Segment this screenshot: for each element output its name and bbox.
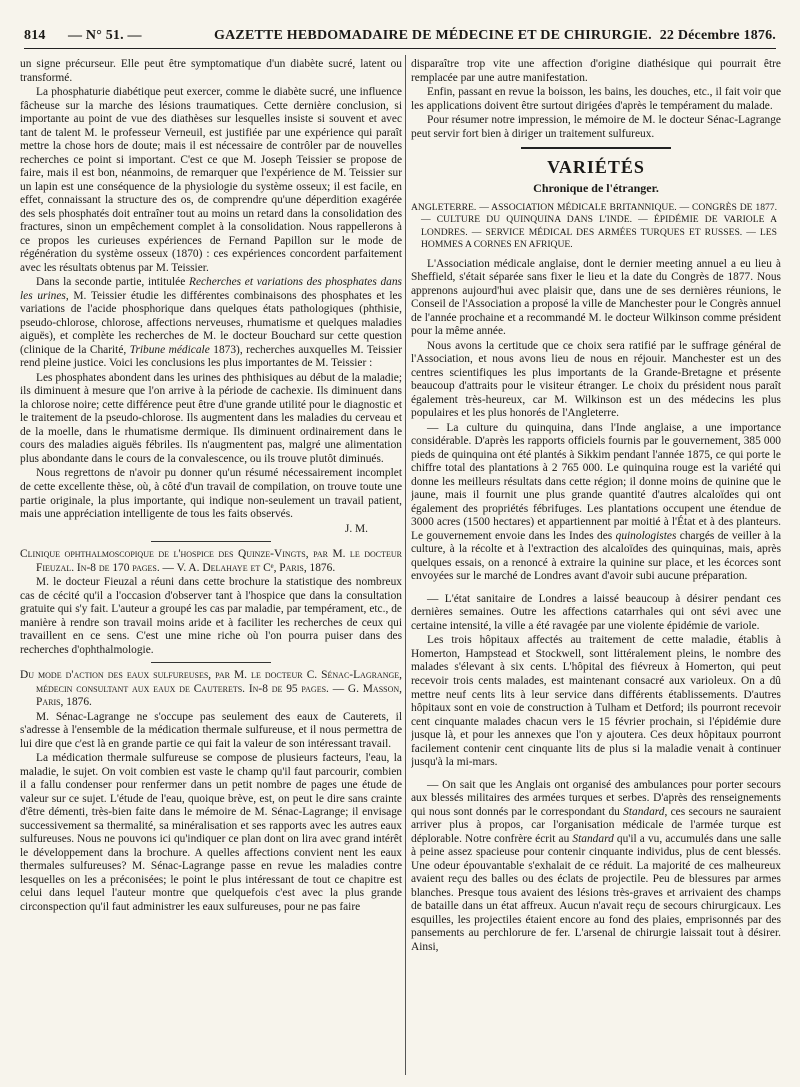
review-heading: Du mode d'action des eaux sulfureuses, par M. le docteur C. Sénac-Lagrange, médecin consultant aux eaux de Cauterets. In-8 de 95 pages. — G. Masson, Paris, 1876.	[20, 669, 402, 709]
issue-date: 22 Décembre 1876.	[659, 28, 776, 43]
separator-rule	[151, 662, 271, 663]
header-rule	[24, 48, 776, 49]
paragraph: Pour résumer notre impression, le mémoire de M. le docteur Sénac-Lagrange peut servir fort bien à diriger un traitement sulfureux.	[411, 114, 781, 140]
page-number: 814	[24, 28, 46, 43]
left-column	[20, 58, 402, 1074]
paragraph: M. Sénac-Lagrange ne s'occupe pas seulement des eaux de Cauterets, il s'adresse à l'ensemble de la médication thermale sulfureuse, et il nous permettra de lui dire que c'est là en grande partie ce qui fait la valeur de son intéressant travail.	[20, 710, 402, 750]
paragraph: Nous regrettons de n'avoir pu donner qu'un résumé nécessairement incomplet de cette excellente thèse, où, à côté d'un travail de compilation, on trouve toute une partie originale, la plus importante, qui indique non-seulement un travail patient, mais une appréciation intelligente de tous les faits observés.	[20, 467, 402, 521]
paragraph: Nous avons la certitude que ce choix sera ratifié par le suffrage général de l'Association, et nous avons lieu de nous en réjouir. Manchester est un des centres scientifiques les plus importants de la Grande-Bretagne et présente beaucoup d'attraits pour le visiteur étranger. Le choix du président nous paraît également très-heureux, car M. Wilkinson est un des médecins les plus populaires et les plus honorés de l'Angleterre.	[411, 339, 781, 420]
issue-number: — N° 51. —	[68, 28, 142, 43]
paragraph: — On sait que les Anglais ont organisé des ambulances pour porter secours aux blessés militaires des armées turques et serbes. D'après des renseignements qui nous sont donnés par le correspondant du Standard, ces secours ne sauraient arriver plus à propos, car l'organisation médicale de l'armée turque est déplorable. Notre confrère écrit au Standard qu'il a vu, accumulés dans une salle à peine assez spacieuse pour contenir cinquante individus, plus de cent blessés. Une odeur épouvantable s'exhalait de ce réduit. La majorité de ces malheureux avaient reçu des balles ou des éclats de projectile. Peu de blessures par armes blanches. Presque tous avaient des lésions très-graves et arrivaient des champs de bataille dans un état affreux. Aucun n'avait reçu de secours chirurgicaux. Les esquilles, les projectiles étaient encore au fond des plaies, emprisonnés par des pansements au perchlorure de fer. L'arsenal de chirurgie laissait tout à désirer. Ainsi,	[411, 778, 781, 953]
paragraph: disparaître trop vite une affection d'origine diathésique qui pourrait être remplacée par une autre manifestation.	[411, 58, 781, 84]
paragraph: M. le docteur Fieuzal a réuni dans cette brochure la statistique des nombreux cas de cécité qu'il a l'occasion d'observer tant à l'hospice que dans la consultation gratuite qui s'y fait. L'auteur a groupé les cas par maladie, par tempérament, etc., de manière à rendre son travail moins aride et à faciliter les recherches de ceux qui travaillent en ce sens. C'est une mine riche où l'on pourra puiser dans des recherches d'ophthalmologie.	[20, 576, 402, 656]
separator-rule	[151, 541, 271, 542]
section-title: VARIÉTÉS	[547, 157, 645, 178]
signature: J. M.	[344, 522, 368, 535]
paragraph: un signe précurseur. Elle peut être symptomatique d'un diabète sucré, latent ou transformé.	[20, 58, 402, 84]
right-column	[411, 58, 781, 1074]
italic-title: Recherches et variations des phosphates dans les urines	[20, 276, 402, 302]
journal-title: GAZETTE HEBDOMADAIRE DE MÉDECINE ET DE CHIRURGIE.	[214, 28, 652, 43]
section-summary: ANGLETERRE. — ASSOCIATION MÉDICALE BRITANNIQUE. — CONGRÈS DE 1877. — CULTURE DU QUINQUINA DANS L'INDE. — ÉPIDÉMIE DE VARIOLE A LONDRES. — SERVICE MÉDICAL DES ARMÉES TURQUES ET RUSSES. — LES HOMMES A CORNES EN AFRIQUE.	[411, 201, 777, 251]
italic-term: quinologistes	[615, 529, 677, 542]
section-subtitle: Chronique de l'étranger.	[533, 181, 659, 196]
review-heading: Clinique ophthalmoscopique de l'hospice des Quinze-Vingts, par M. le docteur Fieuzal. In-8 de 170 pages. — V. A. Delahaye et Cᵉ, Paris, 1876.	[20, 548, 402, 574]
italic-journal: Tribune médicale	[129, 343, 210, 356]
paragraph: — L'état sanitaire de Londres a laissé beaucoup à désirer pendant ces dernières semaines. Outre les affections catarrhales qui ont sévi avec une certaine intensité, la ville a été ravagée par une violente épidémie de variole.	[411, 592, 781, 632]
paragraph: Les trois hôpitaux affectés au traitement de cette maladie, établis à Homerton, Hampstead et Stockwell, sont littéralement pleins, le nombre des malades s'élevant à six cents. L'hôpital des fiévreux à Homerton, qui peut recevoir trois cents malades, est maintenant consacré aux varioleux. On a dû mettre neuf cents lits à leur service dans différents établissements. D'autres hôpitaux sont en voie de construction à Tulham et Detford; ils pourront recevoir cent cinquante malades chacun vers le 15 février prochain, si l'épidémie dure jusque là, et pour les annexes que l'on y ajoutera. Ces deux hôpitaux pourront facilement contenir cent cinquante lits de plus si la maladie venait à continuer jusqu'à la mi-mars.	[411, 634, 781, 769]
italic-newspaper: Standard	[623, 805, 665, 818]
paragraph: L'Association médicale anglaise, dont le dernier meeting annuel a eu lieu à Sheffield, s'était séparée sans fixer le lieu et la date du Congrès de 1877. Nous apprenons aujourd'hui avec plaisir que, dans une de ses dernières réunions, le Conseil de l'Association a proposé la ville de Manchester pour le Congrès annuel de l'année prochaine et a recommandé M. le docteur Wilkinson comme président pour la même année.	[411, 257, 781, 338]
paragraph: — La culture du quinquina, dans l'Inde anglaise, a une importance considérable. D'après les rapports officiels fournis par le gouvernement, 385 000 pieds de quinquina ont été plantés à Sikkim pendant l'année 1875, ce qui porte le chiffre total des plantations à 2 765 000. Le quinquina rouge est la variété qui donne les meilleurs résultats dans cette région; il donne moins de quinine que le jaune, mais il fournit une plus grande quantité d'autres alcaloïdes qui ont également des propriétés fébrifuges. Les plantations occupent une étendue de 3000 acres (1500 hectares) et appartiennent par moitié à l'État et à des planteurs. Le gouvernement envoie dans les Indes des quinologistes chargés de veiller à la culture, à la récolte et à l'extraction des alcaloïdes des quinquinas, mais, après quelques essais, on a renoncé à extraire la quinine sur place, et les écorces sont envoyées sur le marché de Londres avant d'avoir subi aucune préparation.	[411, 421, 781, 583]
paragraph: Enfin, passant en revue la boisson, les bains, les douches, etc., il fait voir que les applications doivent être surtout dirigées d'après le tempérament du malade.	[411, 86, 781, 112]
column-divider	[405, 55, 406, 1075]
page-header	[24, 28, 776, 52]
paragraph: La médication thermale sulfureuse se compose de plusieurs facteurs, l'eau, la maladie, le sujet. On voit combien est vaste le champ qu'il faut parcourir, combien il a fallu condenser pour renfermer dans un petit nombre de pages une étude de valeur sur ce sujet. L'étude de l'eau, quoique brève, est, on peut le dire sans crainte d'être démenti, très-bien faite dans le mémoire de M. Sénac-Lagrange; il envisage successivement sa thermalité, sa minéralisation et ses rapports avec les autres eaux sulfureuses. Nous ne pouvons ici qu'indiquer ce plan dont on lira avec grand intérêt le développement dans la brochure. A quelles affections convient nent les eaux thermales sulfureuses? M. Sénac-Lagrange passe en revue les maladies contre lesquelles on les a préconisées; le point le plus intéressant de tout ce chapitre est celui dans lequel l'auteur montre que quelquefois c'est avec la plus grande circonspection qu'il faut administrer les eaux sulfureuses, pour ne pas faire	[20, 752, 402, 913]
spacer	[411, 771, 781, 779]
spacer	[411, 585, 781, 593]
paragraph: La phosphaturie diabétique peut exercer, comme le diabète sucré, une influence fâcheuse sur la marche des lésions traumatiques. Cette dernière conclusion, si importante au point de vue des diathèses sur lesquelles insiste si souvent et avec tant de talent M. le professeur Verneuil, est justifiée par une expérience qui paraît mettre la chose hors de doute; mais il est nécessaire de contrôler par de nouvelles recherches ce point si important. C'est ce que M. Joseph Teissier se propose de faire, mais il est bon, néanmoins, de remarquer que l'expérience de M. Teissier sur un lapin est une conséquence de la physiologie du système osseux; il est facile, en effet, connaissant la structure des os, de comprendre qu'une déperdition exagérée des sels phosphatés doit entraîner tout au moins un retard dans la consolidation des fractures, sinon un empêchement complet à la consolidation. Nous rappellerons à ce propos les curieuses expériences de Fernand Papillon sur le mode de régénération du système osseux (1870) : ces expériences concordent parfaitement avec les résultats obtenus par M. Teissier.	[20, 86, 402, 274]
italic-newspaper: Standard	[572, 832, 614, 845]
section-rule	[521, 147, 671, 149]
paragraph: Dans la seconde partie, intitulée Recherches et variations des phosphates dans les urines, M. Teissier étudie les différentes combinaisons des phosphates et les variations de l'acide phosphorique dans quelques états pathologiques (phthisie, pseudo-chlorose, chlorose, affections nerveuses, rhumatisme et quelques maladies aiguës), et complète les recherches de M. le docteur Bouchard sur cette question (clinique de la Charité, Tribune médicale 1873), recherches auxquelles M. Teissier rend pleine justice. Voici les conclusions les plus importantes de M. Teissier :	[20, 276, 402, 370]
paragraph: Les phosphates abondent dans les urines des phthisiques au début de la maladie; ils diminuent à mesure que l'on arrive à la période de cachexie. Ils diminuent dans la chlorose noire; cette différence peut être d'une grande utilité pour le diagnostic et le traitement de la pseudo-chlorose. Ils augmentent dans les maladies du cerveau et de la moelle, dans le rhumatisme dermique. Ils diminuent ordinairement dans le cours des maladies aiguës fébriles. Ils n'augmentent pas, malgré une alimentation plus abondante dans le cours de la convalescence, ou ils trouve plutôt diminués.	[20, 371, 402, 465]
